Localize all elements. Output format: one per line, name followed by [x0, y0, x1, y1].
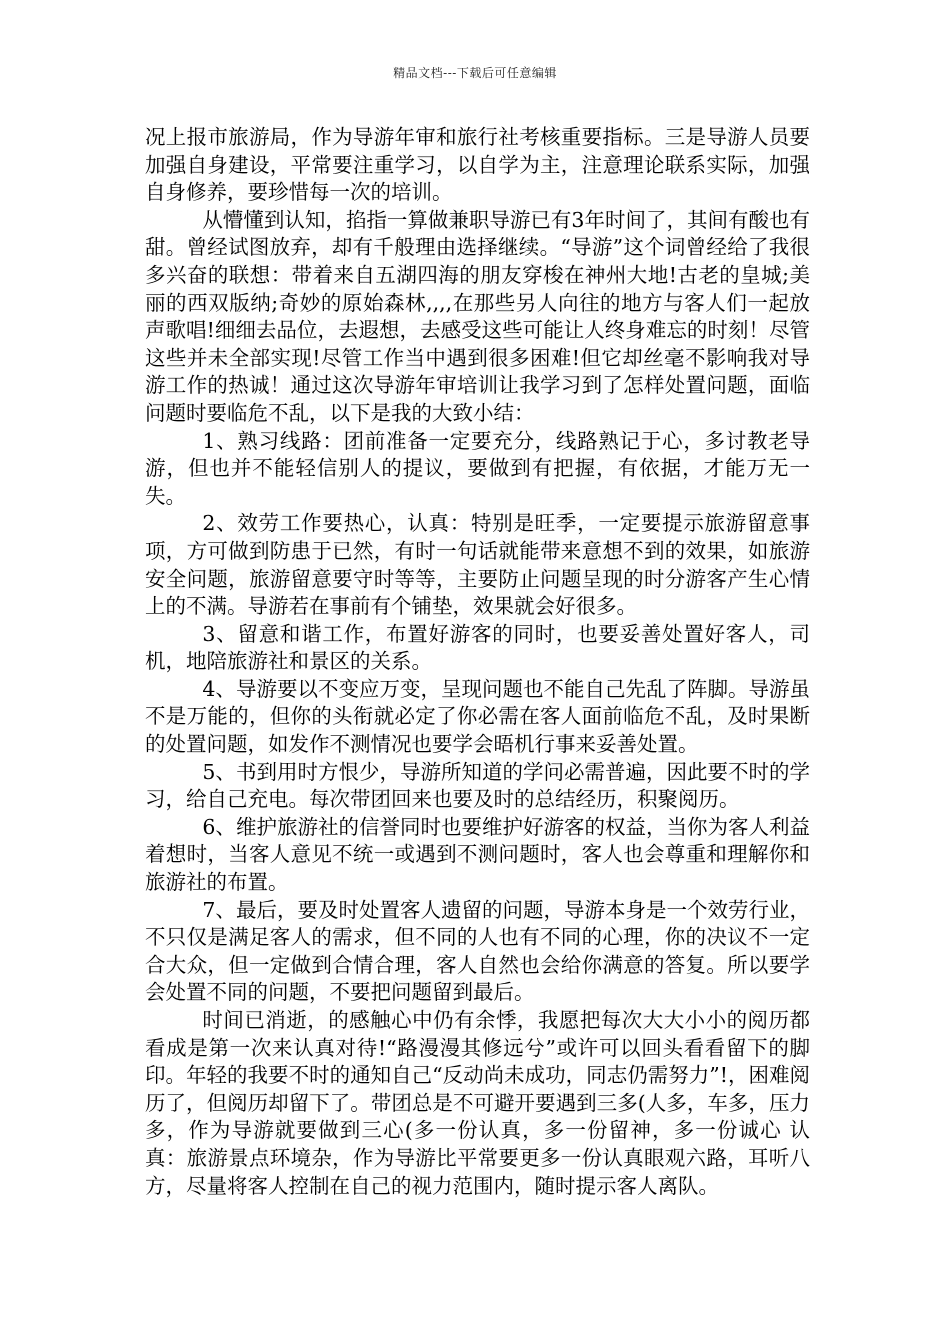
paragraph-conclusion: 时间已消逝，的感触心中仍有余悸，我愿把每次大大小小的阅历都看成是第一次来认真对待!“路漫漫其修远兮”或许可以回头看看留下的脚印。年轻的我要不时的通知自己“反动尚未成功，同志仍需努力”!，困难阅历了，但阅历却留下了。带团总是不可避开要遇到三多(人多，车多，压力多，作为导游就要做到三心(多一份认真，多一份留神，多一份诚心 认真：旅游景点环境杂，作为导游比平常要更多一份认真眼观六路，耳听八方，尽量将客人控制在自己的视力范围内，随时提示客人离队。: [145, 1008, 810, 1198]
paragraph-point-5: 5、书到用时方恨少，导游所知道的学问必需普遍，因此要不时的学习，给自己充电。每次带团回来也要及时的总结经历，积聚阅历。: [145, 759, 810, 812]
paragraph-point-3: 3、留意和谐工作，布置好游客的同时，也要妥善处置好客人，司机，地陪旅游社和景区的关系。: [145, 621, 810, 674]
document-body: [145, 124, 810, 1200]
paragraph-intro: 从懵懂到认知，掐指一算做兼职导游已有3年时间了，其间有酸也有甜。曾经试图放弃，却有千般理由选择继续。“导游”这个词曾经给了我很多兴奋的联想：带着来自五湖四海的朋友穿梭在神州大地!古老的皇城;美丽的西双版纳;奇妙的原始森林,,,,在那些另人向往的地方与客人们一起放声歌唱!细细去品位，去遐想，去感受这些可能让人终身难忘的时刻！尽管这些并未全部实现!尽管工作当中遇到很多困难!但它却丝毫不影响我对导游工作的热诚！通过这次导游年审培训让我学习到了怎样处置问题，面临问题时要临危不乱，以下是我的大致小结：: [145, 207, 810, 425]
paragraph-point-7: 7、最后，要及时处置客人遗留的问题，导游本身是一个效劳行业，不只仅是满足客人的需求，但不同的人也有不同的心理，你的决议不一定合大众，但一定做到合情合理，客人自然也会给你满意的答复。所以要学会处置不同的问题，不要把问题留到最后。: [145, 897, 810, 1005]
paragraph-continuation: 况上报市旅游局，作为导游年审和旅行社考核重要指标。三是导游人员要加强自身建设，平常要注重学习，以自学为主，注意理论联系实际，加强自身修养，要珍惜每一次的培训。: [145, 125, 810, 205]
paragraph-point-2: 2、效劳工作要热心，认真：特别是旺季，一定要提示旅游留意事项，方可做到防患于已然，有时一句话就能带来意想不到的效果，如旅游安全问题，旅游留意要守时等等，主要防止问题呈现的时分游客产生心情上的不满。导游若在事前有个铺垫，效果就会好很多。: [145, 511, 810, 619]
paragraph-point-6: 6、维护旅游社的信誉同时也要维护好游客的权益，当你为客人利益着想时，当客人意见不统一或遇到不测问题时，客人也会尊重和理解你和旅游社的布置。: [145, 814, 810, 895]
page-header: 精品文档---下载后可任意编辑: [393, 66, 557, 80]
paragraph-point-1: 1、熟习线路：团前准备一定要充分，线路熟记于心，多讨教老导游，但也并不能轻信别人的提议，要做到有把握，有依据，才能万无一失。: [145, 428, 810, 508]
paragraph-point-4: 4、导游要以不变应万变，呈现问题也不能自己先乱了阵脚。导游虽不是万能的，但你的头衔就必定了你必需在客人面前临危不乱，及时果断的处置问题，如发作不测情况也要学会晤机行事来妥善处置。: [145, 676, 810, 757]
